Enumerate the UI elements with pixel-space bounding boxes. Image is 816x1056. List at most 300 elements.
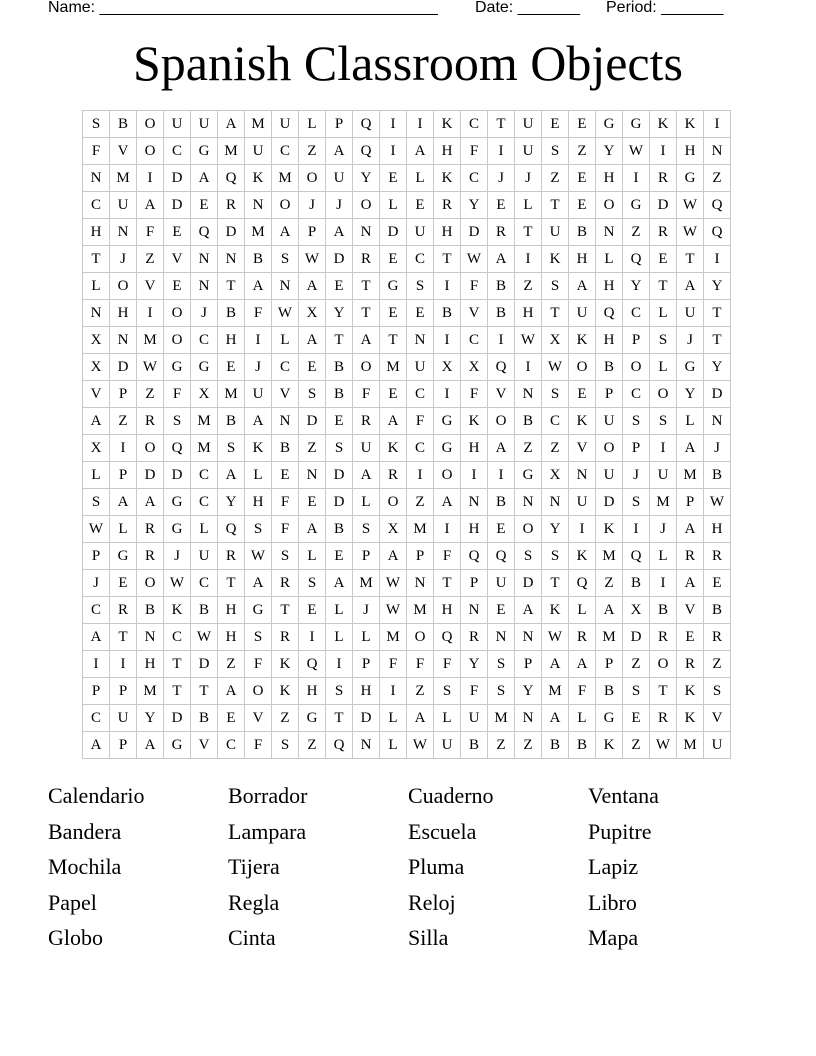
grid-cell: M: [596, 624, 623, 651]
grid-cell: I: [407, 462, 434, 489]
grid-cell: M: [353, 570, 380, 597]
grid-cell: P: [326, 111, 353, 138]
grid-cell: D: [191, 651, 218, 678]
grid-cell: E: [569, 381, 596, 408]
grid-cell: J: [191, 300, 218, 327]
grid-cell: I: [488, 462, 515, 489]
grid-cell: Z: [488, 732, 515, 759]
grid-cell: L: [380, 705, 407, 732]
grid-cell: X: [380, 516, 407, 543]
grid-cell: C: [83, 597, 110, 624]
grid-cell: Z: [407, 489, 434, 516]
grid-cell: H: [110, 300, 137, 327]
grid-cell: F: [407, 408, 434, 435]
grid-cell: A: [488, 435, 515, 462]
grid-cell: E: [299, 354, 326, 381]
grid-cell: E: [272, 462, 299, 489]
grid-cell: A: [137, 732, 164, 759]
grid-cell: K: [542, 246, 569, 273]
grid-cell: R: [704, 624, 731, 651]
grid-cell: X: [299, 300, 326, 327]
word-bank-item: Cuaderno: [408, 783, 494, 808]
grid-row: [83, 300, 731, 327]
grid-cell: M: [380, 624, 407, 651]
grid-cell: S: [272, 543, 299, 570]
grid-cell: R: [110, 597, 137, 624]
grid-cell: I: [623, 165, 650, 192]
grid-cell: E: [380, 165, 407, 192]
grid-cell: W: [407, 732, 434, 759]
grid-cell: C: [407, 246, 434, 273]
grid-cell: A: [569, 651, 596, 678]
grid-cell: O: [137, 138, 164, 165]
grid-cell: P: [623, 327, 650, 354]
grid-cell: K: [434, 165, 461, 192]
grid-cell: G: [164, 516, 191, 543]
word-search-grid: [82, 110, 731, 759]
grid-cell: H: [137, 651, 164, 678]
grid-cell: O: [650, 381, 677, 408]
grid-cell: I: [380, 138, 407, 165]
word-bank-item: Cinta: [228, 925, 276, 950]
grid-cell: Z: [542, 435, 569, 462]
grid-cell: J: [326, 192, 353, 219]
worksheet-header: [48, 0, 748, 20]
grid-cell: E: [488, 516, 515, 543]
grid-cell: F: [461, 273, 488, 300]
grid-cell: K: [434, 111, 461, 138]
grid-cell: I: [515, 246, 542, 273]
grid-cell: W: [623, 138, 650, 165]
grid-cell: A: [326, 138, 353, 165]
grid-cell: S: [542, 273, 569, 300]
grid-cell: C: [191, 489, 218, 516]
grid-cell: D: [164, 192, 191, 219]
grid-cell: R: [272, 624, 299, 651]
grid-cell: U: [488, 570, 515, 597]
grid-cell: I: [137, 300, 164, 327]
grid-cell: N: [461, 489, 488, 516]
grid-row: [83, 543, 731, 570]
grid-cell: F: [83, 138, 110, 165]
word-bank-item: Lapiz: [588, 854, 639, 879]
grid-cell: F: [245, 300, 272, 327]
grid-cell: S: [272, 246, 299, 273]
grid-cell: G: [677, 354, 704, 381]
grid-cell: T: [164, 678, 191, 705]
grid-cell: H: [677, 138, 704, 165]
grid-cell: N: [515, 624, 542, 651]
grid-cell: Y: [326, 300, 353, 327]
grid-cell: I: [650, 138, 677, 165]
word-bank-item: Borrador: [228, 783, 308, 808]
grid-cell: C: [542, 408, 569, 435]
grid-cell: U: [407, 219, 434, 246]
grid-cell: E: [299, 489, 326, 516]
grid-cell: N: [353, 219, 380, 246]
grid-cell: T: [434, 570, 461, 597]
grid-row: [83, 165, 731, 192]
grid-cell: C: [272, 354, 299, 381]
grid-cell: G: [191, 138, 218, 165]
grid-cell: I: [110, 651, 137, 678]
grid-cell: V: [137, 273, 164, 300]
grid-cell: F: [434, 651, 461, 678]
grid-cell: M: [245, 219, 272, 246]
grid-cell: H: [218, 624, 245, 651]
grid-cell: K: [272, 678, 299, 705]
grid-cell: B: [272, 435, 299, 462]
grid-cell: I: [434, 327, 461, 354]
grid-cell: G: [299, 705, 326, 732]
grid-cell: N: [299, 462, 326, 489]
grid-cell: K: [461, 408, 488, 435]
grid-cell: C: [164, 138, 191, 165]
grid-cell: D: [704, 381, 731, 408]
grid-cell: C: [83, 192, 110, 219]
grid-cell: P: [515, 651, 542, 678]
grid-cell: D: [353, 705, 380, 732]
grid-cell: S: [299, 381, 326, 408]
page-title: Spanish Classroom Objects: [133, 35, 683, 91]
grid-cell: B: [569, 219, 596, 246]
grid-cell: I: [380, 111, 407, 138]
grid-cell: V: [245, 705, 272, 732]
grid-cell: G: [380, 273, 407, 300]
grid-cell: F: [272, 489, 299, 516]
grid-cell: E: [380, 381, 407, 408]
grid-cell: M: [596, 543, 623, 570]
grid-cell: D: [515, 570, 542, 597]
grid-cell: V: [83, 381, 110, 408]
word-bank-item: Calendario: [48, 783, 145, 808]
grid-cell: M: [191, 435, 218, 462]
grid-cell: H: [245, 489, 272, 516]
grid-cell: K: [569, 327, 596, 354]
grid-cell: M: [407, 516, 434, 543]
grid-cell: P: [83, 543, 110, 570]
grid-cell: E: [191, 192, 218, 219]
grid-cell: L: [245, 462, 272, 489]
grid-cell: W: [542, 624, 569, 651]
grid-cell: L: [299, 111, 326, 138]
grid-cell: M: [137, 678, 164, 705]
grid-cell: O: [137, 111, 164, 138]
grid-cell: N: [110, 327, 137, 354]
grid-cell: Y: [596, 138, 623, 165]
grid-cell: E: [218, 354, 245, 381]
grid-cell: J: [110, 246, 137, 273]
word-bank-item: Globo: [48, 925, 103, 950]
grid-cell: Z: [704, 651, 731, 678]
grid-cell: A: [299, 516, 326, 543]
grid-cell: U: [326, 165, 353, 192]
grid-cell: H: [434, 597, 461, 624]
grid-cell: S: [218, 435, 245, 462]
grid-cell: P: [596, 651, 623, 678]
grid-cell: S: [353, 516, 380, 543]
grid-row: [83, 435, 731, 462]
grid-cell: F: [461, 381, 488, 408]
grid-cell: M: [488, 705, 515, 732]
grid-cell: N: [515, 705, 542, 732]
grid-cell: S: [515, 543, 542, 570]
grid-cell: Q: [218, 516, 245, 543]
grid-row: [83, 651, 731, 678]
grid-cell: L: [110, 516, 137, 543]
grid-cell: T: [704, 300, 731, 327]
grid-cell: N: [569, 462, 596, 489]
grid-cell: G: [596, 705, 623, 732]
grid-cell: H: [299, 678, 326, 705]
grid-cell: N: [272, 408, 299, 435]
grid-cell: U: [515, 138, 542, 165]
grid-cell: U: [569, 300, 596, 327]
grid-cell: S: [623, 678, 650, 705]
word-bank-item: Silla: [408, 925, 449, 950]
grid-cell: F: [353, 381, 380, 408]
grid-row: [83, 597, 731, 624]
grid-cell: P: [461, 570, 488, 597]
grid-cell: E: [569, 192, 596, 219]
grid-row: [83, 354, 731, 381]
grid-row: [83, 192, 731, 219]
grid-cell: Q: [596, 300, 623, 327]
grid-row: [83, 624, 731, 651]
grid-cell: W: [461, 246, 488, 273]
grid-cell: H: [434, 219, 461, 246]
grid-cell: T: [326, 705, 353, 732]
grid-cell: M: [137, 327, 164, 354]
grid-cell: Y: [353, 165, 380, 192]
grid-cell: X: [461, 354, 488, 381]
grid-cell: B: [542, 732, 569, 759]
grid-cell: F: [272, 516, 299, 543]
grid-cell: B: [110, 111, 137, 138]
grid-cell: Q: [164, 435, 191, 462]
grid-cell: H: [569, 246, 596, 273]
grid-cell: B: [191, 705, 218, 732]
grid-cell: T: [542, 300, 569, 327]
grid-cell: I: [434, 381, 461, 408]
grid-cell: C: [164, 624, 191, 651]
grid-cell: C: [623, 381, 650, 408]
grid-cell: S: [704, 678, 731, 705]
grid-cell: D: [164, 462, 191, 489]
grid-cell: A: [326, 570, 353, 597]
grid-cell: O: [164, 327, 191, 354]
grid-cell: M: [218, 381, 245, 408]
grid-cell: E: [623, 705, 650, 732]
grid-cell: I: [488, 327, 515, 354]
grid-cell: Y: [515, 678, 542, 705]
grid-cell: B: [326, 381, 353, 408]
grid-cell: D: [326, 246, 353, 273]
grid-cell: E: [569, 111, 596, 138]
grid-cell: M: [218, 138, 245, 165]
grid-cell: B: [461, 732, 488, 759]
grid-cell: A: [407, 138, 434, 165]
grid-cell: W: [380, 570, 407, 597]
grid-cell: A: [218, 462, 245, 489]
grid-cell: M: [245, 111, 272, 138]
grid-row: [83, 138, 731, 165]
grid-cell: K: [569, 543, 596, 570]
grid-cell: O: [515, 516, 542, 543]
grid-cell: K: [677, 705, 704, 732]
grid-cell: Y: [623, 273, 650, 300]
grid-cell: I: [380, 678, 407, 705]
grid-cell: N: [110, 219, 137, 246]
grid-cell: T: [677, 246, 704, 273]
grid-cell: P: [353, 651, 380, 678]
grid-cell: X: [542, 327, 569, 354]
grid-cell: O: [623, 354, 650, 381]
grid-cell: R: [677, 543, 704, 570]
grid-cell: L: [434, 705, 461, 732]
grid-cell: U: [191, 111, 218, 138]
grid-cell: F: [245, 651, 272, 678]
grid-cell: A: [407, 705, 434, 732]
grid-cell: U: [515, 111, 542, 138]
grid-cell: N: [704, 408, 731, 435]
grid-cell: I: [704, 246, 731, 273]
grid-cell: G: [245, 597, 272, 624]
grid-cell: N: [83, 300, 110, 327]
grid-cell: A: [245, 273, 272, 300]
grid-cell: E: [677, 624, 704, 651]
grid-cell: Q: [218, 165, 245, 192]
grid-cell: B: [515, 408, 542, 435]
grid-cell: T: [542, 570, 569, 597]
grid-cell: R: [704, 543, 731, 570]
grid-cell: J: [299, 192, 326, 219]
grid-cell: A: [110, 489, 137, 516]
grid-cell: G: [434, 408, 461, 435]
grid-cell: W: [245, 543, 272, 570]
grid-cell: D: [110, 354, 137, 381]
grid-cell: I: [650, 570, 677, 597]
grid-cell: T: [353, 273, 380, 300]
grid-cell: T: [326, 327, 353, 354]
grid-cell: Y: [218, 489, 245, 516]
grid-cell: A: [191, 165, 218, 192]
word-bank-item: Bandera: [48, 818, 122, 844]
grid-cell: A: [137, 192, 164, 219]
grid-cell: U: [164, 111, 191, 138]
grid-cell: C: [461, 111, 488, 138]
grid-cell: K: [245, 165, 272, 192]
grid-cell: W: [650, 732, 677, 759]
grid-cell: Z: [704, 165, 731, 192]
grid-cell: S: [488, 651, 515, 678]
grid-cell: W: [299, 246, 326, 273]
grid-cell: L: [326, 597, 353, 624]
grid-cell: J: [677, 327, 704, 354]
grid-cell: O: [650, 651, 677, 678]
grid-cell: S: [542, 138, 569, 165]
grid-cell: T: [650, 678, 677, 705]
grid-cell: S: [650, 327, 677, 354]
grid-cell: X: [83, 435, 110, 462]
grid-row: [83, 246, 731, 273]
grid-cell: R: [137, 408, 164, 435]
grid-cell: O: [353, 192, 380, 219]
grid-cell: J: [704, 435, 731, 462]
grid-cell: W: [380, 597, 407, 624]
grid-cell: I: [434, 273, 461, 300]
grid-cell: U: [542, 219, 569, 246]
grid-cell: S: [326, 435, 353, 462]
grid-cell: Q: [353, 138, 380, 165]
word-bank-item: Mapa: [588, 925, 639, 950]
grid-cell: J: [488, 165, 515, 192]
grid-cell: L: [407, 165, 434, 192]
grid-cell: Q: [326, 732, 353, 759]
grid-cell: B: [488, 300, 515, 327]
grid-cell: S: [623, 408, 650, 435]
grid-cell: X: [83, 354, 110, 381]
grid-cell: G: [164, 732, 191, 759]
grid-cell: A: [326, 219, 353, 246]
word-bank-item: Reloj: [408, 889, 456, 915]
grid-cell: B: [191, 597, 218, 624]
grid-cell: N: [83, 165, 110, 192]
grid-cell: P: [677, 489, 704, 516]
grid-cell: Z: [515, 732, 542, 759]
grid-cell: R: [569, 624, 596, 651]
grid-cell: K: [596, 516, 623, 543]
grid-cell: Y: [461, 192, 488, 219]
grid-cell: O: [137, 570, 164, 597]
grid-cell: S: [245, 624, 272, 651]
grid-cell: H: [515, 300, 542, 327]
grid-cell: S: [299, 570, 326, 597]
grid-cell: T: [272, 597, 299, 624]
grid-cell: D: [326, 462, 353, 489]
grid-cell: L: [569, 597, 596, 624]
grid-cell: K: [677, 111, 704, 138]
grid-cell: C: [83, 705, 110, 732]
grid-cell: N: [515, 489, 542, 516]
grid-cell: L: [596, 246, 623, 273]
grid-cell: E: [650, 246, 677, 273]
grid-cell: Z: [515, 435, 542, 462]
grid-cell: A: [299, 327, 326, 354]
grid-cell: U: [704, 732, 731, 759]
grid-cell: M: [191, 408, 218, 435]
grid-cell: U: [461, 705, 488, 732]
grid-cell: I: [83, 651, 110, 678]
grid-cell: L: [380, 192, 407, 219]
grid-cell: N: [488, 624, 515, 651]
grid-cell: A: [299, 273, 326, 300]
grid-cell: S: [164, 408, 191, 435]
grid-cell: Q: [488, 354, 515, 381]
grid-cell: S: [83, 111, 110, 138]
grid-cell: H: [461, 435, 488, 462]
grid-row: [83, 381, 731, 408]
grid-cell: D: [137, 462, 164, 489]
grid-cell: Y: [704, 354, 731, 381]
grid-cell: L: [380, 732, 407, 759]
grid-cell: J: [353, 597, 380, 624]
grid-cell: Z: [623, 732, 650, 759]
grid-row: [83, 516, 731, 543]
grid-cell: V: [110, 138, 137, 165]
grid-cell: E: [380, 246, 407, 273]
grid-cell: U: [245, 138, 272, 165]
